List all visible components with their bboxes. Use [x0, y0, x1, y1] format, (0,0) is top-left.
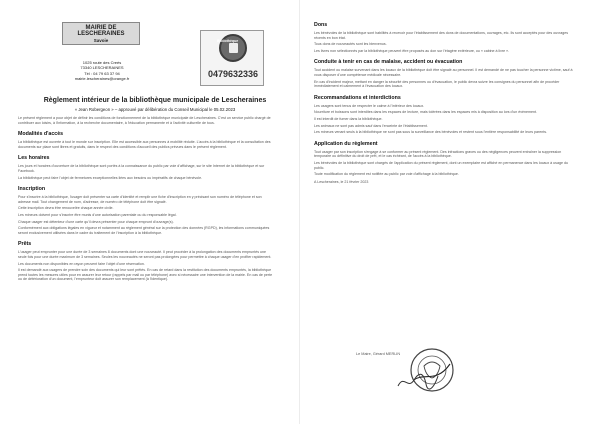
- section-paragraph: Il est interdit de fumer dans la bibliothèque.: [314, 116, 383, 121]
- section-heading: Prêts: [18, 241, 32, 248]
- library-logo: [200, 30, 264, 86]
- section-paragraph: Toute modification du règlement est notifiée au public par voie d'affichage à la bibliothèque.: [314, 172, 459, 177]
- section-paragraph: Conformément aux obligations légales en vigueur et notamment au règlement général sur la protection des données (RGPD), les informations communiquées seront exclusivement utilisées dans le cadre du traitement de l'inscription à la bibliothèque.: [18, 226, 270, 235]
- library-phone: 0479632336: [207, 69, 259, 79]
- section-paragraph: Les mineurs venant seuls à la bibliothèque ne sont pas sous la surveillance des bénévoles et restent sous l'entière responsabilité de leurs parents.: [314, 130, 548, 135]
- page-right: [300, 0, 600, 424]
- section-heading: Dons: [314, 22, 328, 28]
- mairie-header: [62, 22, 140, 45]
- address-line: 1025 route des Creés: [82, 60, 122, 65]
- section-heading: Modalités d'accès: [18, 131, 64, 138]
- document-subtitle: « Jean Robergeon » – approuvé par délibération du Conseil Municipal le 05.02.2023: [74, 107, 236, 112]
- section-paragraph: La bibliothèque peut faire l'objet de fermetures exceptionnelles liées aux besoins ou impératifs de chaque bénévole.: [18, 175, 203, 180]
- section-heading: Conduite à tenir en cas de malaise, accident ou évacuation: [314, 59, 463, 66]
- library-logo-text: Bibliothèque: [217, 39, 239, 43]
- date-line: A Lescheraines, le 21 février 2023: [314, 179, 369, 184]
- left-content: [18, 116, 274, 285]
- section-paragraph: Les mineurs doivent pour s'inscrire être munis d'une autorisation parentale ou du responsable légal.: [18, 212, 177, 217]
- intro-paragraph: Le présent règlement a pour objet de définir les conditions de fonctionnement de la bibliothèque municipale de Lescheraines. C'est un service public chargé de contribuer aux loisirs, à l'information, à la recherche documentaire, à l'éducation permanente et à l'activité culturelle de tous.: [18, 116, 271, 125]
- section-heading: Application du règlement: [314, 140, 378, 147]
- section-paragraph: Nourriture et boissons sont interdites dans les espaces de lecture, mais tolérées dans les espaces mis à disposition au lors d'un évènement.: [314, 110, 538, 115]
- section-paragraph: Les documents non disponibles en rayon peuvent faire l'objet d'une réservation.: [18, 261, 145, 266]
- address-line: mairie.lescheraines@orange.fr: [74, 76, 130, 82]
- mairie-address: [62, 60, 142, 82]
- signature-icon: [396, 370, 440, 392]
- address-line: 73340 LESCHERAINES: [80, 65, 124, 71]
- section-paragraph: Tout usager par son inscription s'engage à se conformer au présent règlement. Des infractions graves ou des négligences peuvent entraîner la suppression temporaire ou définitive du droit de prêt, et le cas échéant, de l'accès à la bibliothèque.: [314, 149, 562, 159]
- section-paragraph: Tout accident ou malaise survenant dans les locaux de la bibliothèque doit être signalé au personnel. Il est demandé de ne pas toucher la personne victime, sauf à vous disposer d'une compétence médicale nécessaire.: [314, 68, 573, 77]
- section-paragraph: Les bénévoles de la bibliothèque sont habilités à recevoir pour l'établissement des dons de documentations, ouvrages, etc. Ils sont acceptés pour des ouvrages récents en bon état.: [314, 31, 569, 40]
- mairie-region: Savoie: [63, 38, 139, 44]
- section-paragraph: Pour s'inscrire à la bibliothèque, l'usager doit présenter sa carte d'identité et remplir une fiche d'inscription en y précisant son numéro de téléphone et son adresse mail. Tout changement de nom, d'adresse, de numéro de téléphone doit être signalé.: [18, 195, 262, 204]
- section-paragraph: Tous dons de nouveautés sont les bienvenus.: [314, 42, 387, 47]
- section-paragraph: Il est demandé aux usagers de prendre soin des documents qui leur sont prêtés. En cas de retard dans la restitution des documents empruntés, la bibliothèque prend toutes les mesures utiles pour en assurer leur retour (rappels par mail ou par téléphone) avec si nécessaire une intervention de la mairie. En cas de perte ou de détérioration d'un document, l'emprunteur doit assurer son remplacement (à l'identique).: [18, 268, 273, 282]
- section-paragraph: Les animaux ne sont pas admis sauf dans l'enceinte de l'établissement.: [314, 123, 428, 128]
- address-line: Tél : 04 79 63 37 94: [84, 70, 120, 76]
- section-paragraph: Cette inscription devra être renouvelée chaque année civile.: [18, 206, 114, 211]
- section-paragraph: Les jours et horaires d'ouverture de la bibliothèque sont portés à la connaissance du public par voie d'affichage, sur le site Internet de la bibliothèque et sur Facebook.: [18, 164, 265, 173]
- section-paragraph: Chaque usager est détenteur d'une carte qu'il devra présenter pour chaque emprunt d'ouvrage(s).: [18, 219, 174, 224]
- section-heading: Recommandations et interdictions: [314, 94, 401, 101]
- section-paragraph: En cas d'incident majeur, mettant en danger la sécurité des personnes ou d'évacuation, le public devra suivre les consignes du personnel afin de procéder immédiatement et calmement à l'évacuation des locaux.: [314, 79, 560, 89]
- section-paragraph: L'usager peut emprunter pour une durée de 3 semaines 8 documents dont une nouveauté. Il peut procéder à la prolongation des documents empruntés une seule fois pour une durée maximum de 3 semaines. Seules les nouveautés ne seront pas prolongées pour permettre à chaque usager d'en profiter rapidement.: [18, 250, 272, 259]
- section-paragraph: La bibliothèque est ouverte à tout le monde sur inscription. Elle est accessible aux personnes à mobilité réduite. L'accès à la bibliothèque et la consultation des documents sur place sont libres et gratuits, dans le respect des conditions d'accueil des publics prévues dans le présent règlement.: [18, 140, 271, 149]
- document-title: [40, 96, 270, 114]
- mayor-signer: Le Maire, Gérard MERLIN: [356, 352, 401, 356]
- section-paragraph: Les livres non sélectionnés par la bibliothèque peuvent être proposés au don sur l'étagère extérieure, ou « cabine à livre ».: [314, 48, 510, 53]
- section-paragraph: Les usagers sont tenus de respecter le calme à l'intérieur des locaux.: [314, 103, 425, 108]
- section-heading: Inscription: [18, 186, 46, 193]
- mairie-title: MAIRIE DE LESCHERAINES: [63, 23, 139, 38]
- section-paragraph: Les bénévoles de la bibliothèque sont chargés de l'application du présent règlement, dont un exemplaire est affiché en permanence dans les locaux à usage du public.: [314, 160, 568, 170]
- section-heading: Les horaires: [18, 155, 50, 162]
- right-content: [314, 22, 578, 187]
- document-title-text: Règlement intérieur de la bibliothèque municipale de Lescheraines: [43, 97, 267, 104]
